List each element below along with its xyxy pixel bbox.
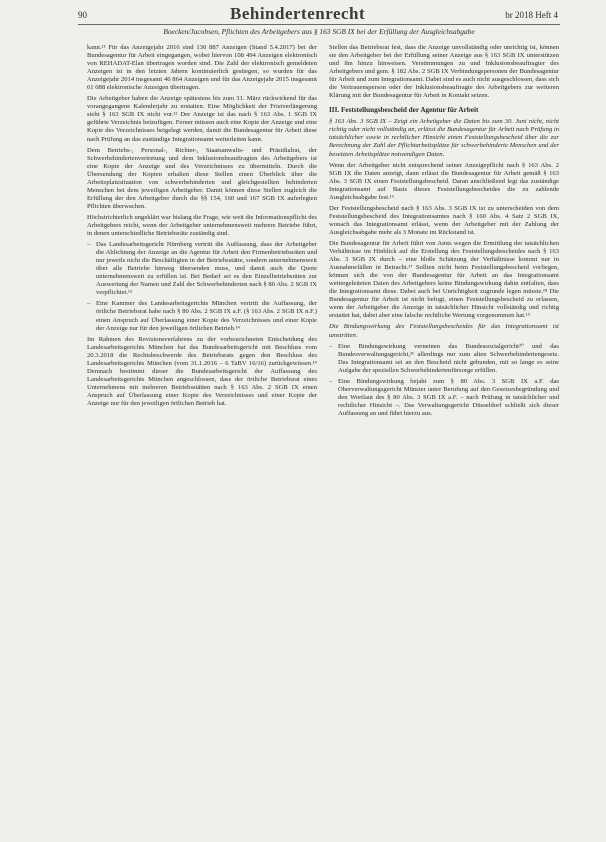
paragraph: Die Arbeitgeber haben die Anzeige spätestens bis zum 31. März rückwirkend für das vorangegangene Kalenderjahr zu erstatten. Eine Möglichkeit der Fristverlängerung sieht § 163 SGB IX nicht vor.¹² Der Anzeige ist das nach § 163 Abs. 1 SGB IX geführte Verzeichnis beizufügen. Ferner müssen auch eine Kopie der Anzeige und eine Kopie des Verzeichnisses beigelegt werden, damit die Bundesagentur für Arbeit diese nach Prüfung an das zuständige Integrationsamt weiterleiten kann.	[87, 95, 317, 143]
statute-quote: § 163 Abs. 3 SGB IX – Zeigt ein Arbeitgeber die Daten bis zum 30. Juni nicht, nicht richtig oder nicht vollständig an, erlässt die Bundesagentur für Arbeit nach Prüfung in tatsächlicher sowie in rechtlicher Hinsicht einen Feststellungsbescheid über die zur Berechnung der Zahl der Pflichtarbeitsplätze für schwerbehinderte Menschen und der besetzten Arbeitsplätze notwendigen Daten.	[329, 118, 559, 158]
list-item: – Eine Bindungswirkung verneinen das Bundessozialgericht²⁰ und das Bundesverwaltungsgericht,²¹ allerdings nur zum alten Schwerbehindertengesetz. Das Integrationsamt sei an den Bescheid nicht gebunden, mit so lange es seine Aufgabe der speziellen Schwerbehindertenfürsorge erfüllen.	[329, 343, 559, 375]
issue-label: br 2018 Heft 4	[505, 10, 558, 20]
running-title: Boecken/Jacobsen, Pflichten des Arbeitgebers aus § 163 SGB IX bei der Erfüllung der Ausgleichsabgabe	[163, 27, 475, 36]
paragraph: kann.¹¹ Für das Anzeigejahr 2016 sind 130 887 Anzeigen (Stand 5.4.2017) bei der Bundesagentur für Arbeit eingegangen, wobei hiervon 108 494 Anzeigen elektronisch von REHADAT-Elan übertragen worden sind. Die Zahl der elektronisch gemeldeten Anzeigen ist in den letzten Jahren kontinuierlich gestiegen, so wurden für das Anzeigejahr 2014 insgesamt 46 864 Anzeigen und für das Anzeigejahr 2015 insgesamt 61 088 elektronische Anzeigen übertragen.	[87, 44, 317, 92]
list-item: – Eine Kammer des Landesarbeitsgerichts München vertritt die Auffassung, der örtliche Betriebsrat habe nach § 80 Abs. 2 SGB IX a.F. (§ 163 Abs. 2 SGB IX n.F.) einen Anspruch auf Überlassung einer Kopie des Verzeichnisses und einer Kopie der Anzeige nur für den jeweiligen örtlichen Betrieb.¹⁴	[87, 300, 317, 332]
bullet-list	[87, 241, 317, 333]
paragraph: Höchstrichterlich ungeklärt war bislang die Frage, wie weit die Informationspflicht des Arbeitgebers reicht, wenn der Arbeitgeber unternehmensweit mehrere Betriebe führt, in denen unterschiedliche Betriebsräte zuständig sind.	[87, 213, 317, 238]
page-number: 90	[78, 10, 87, 20]
bullet-list	[329, 343, 559, 418]
paragraph: Der Feststellungsbescheid nach § 163 Abs. 3 SGB IX ist zu unterscheiden von dem Feststellungsbescheid des Integrationsamtes nach § 160 Abs. 4 Satz 2 SGB IX, wonach das Integrationsamt erlässt, wenn der Arbeitgeber mit der Zahlung der Ausgleichsabgabe mehr als 3 Monate im Rückstand ist.	[329, 204, 559, 236]
paragraph: Dem Betriebs-, Personal-, Richter-, Staatsanwalts- und Präsidialrat, der Schwerbehindertenvertretung und dem Inklusionsbeauftragten des Arbeitgebers ist eine Kopie der Anzeige und des Verzeichnisses zu übermitteln. Durch die Übersendung der Kopien erhalten diese Stellen einen Überblick über die Arbeitsplatzsituation von schwerbehinderten und gleichgestellten behinderten Menschen bei dem jeweiligen Arbeitgeber. Damit können diese Stellen zugleich die Erfüllung der den Arbeitgeber durch die §§ 154, 160 und 167 SGB IX auferlegten Pflichten überwachen.	[87, 146, 317, 210]
header-rule	[78, 24, 560, 25]
paragraph: Stellen das Betriebsrat fest, dass die Anzeige unvollständig oder unrichtig ist, können sie den Arbeitgeber bei der Erfüllung seiner Anzeige aus § 163 SGB IX unterstützen und ihn hinzu hinweisen. Verstimmungen zu und Inklusionsbeauftragter des Arbeitgebers und gem. § 182 Abs. 2 SGB IX Verbindungspersonen der Bundesagentur für Arbeit und zum Integrationsamt. Dabei sind es auch nicht ausgeschlossen, dass sich die Vertrauensperson oder der Inklusionsbeauftragte des Arbeitgebers zur weiteren Klärung mit der Bundesagentur für Arbeit in Kontakt setzen.	[329, 44, 559, 100]
journal-name: Behindertenrecht	[230, 4, 366, 23]
section-heading: III. Feststellungsbescheid der Agentur für Arbeit	[329, 106, 479, 115]
left-column	[87, 44, 317, 824]
paragraph: Die Bundesagentur für Arbeit führt von Amts wegen die Ermittlung der tatsächlichen Verhältnisse im Hinblick auf die Erstellung des Feststellungsbescheides nach § 163 Abs. 3 SGB IX durch – eine bloße Schätzung der Verhältnisse kommt nur in Ausnahmefällen in Betracht.¹⁷ Sollten nicht beim Feststellungsbescheid vorliegen, können sich die von der Bundesagentur für Arbeit an das Integrationsamt weitergeleiteten Daten des Arbeitgebers keine Bindungswirkung dahin entfalten, dass die Integrationsamt diese. Dabei auch bei Unrichtigkeit zugrunde legen müsste.¹⁸ Die Bundesagentur für Arbeit ist nicht befugt, einen Feststellungsbescheid zu erlassen, wenn der Arbeitgeber die Anzeige in tatsächlicher Hinsicht vollständig und richtig erstattet hat, dabei aber eine falsche rechtliche Wertung vorgenommen hat.¹⁹	[329, 239, 559, 320]
list-item: – Eine Bindungswirkung bejaht zum § 80 Abs. 3 SGB IX a.F. das Oberverwaltungsgericht Münster unter Berufung auf den Gesetzesbegründung und den Wortlaut des § 80 Abs. 3 SGB IX a.F. – nach Prüfung in tatsächlicher und rechtlicher Hinsicht –. Das Verwaltungsgericht Düsseldorf schließt sich dieser Auffassung an und führt hierzu aus.	[329, 378, 559, 418]
paragraph: Wenn der Arbeitgeber nicht entsprechend seiner Anzeigepflicht nach § 163 Abs. 2 SGB IX die Daten anzeigt, dann erlässt die Bundesagentur für Arbeit gemäß § 163 Abs. 3 SGB IX einen Feststellungsbescheid. Daran anschließend legt das zuständige Integrationsamt auf Basis dieses Feststellungsbescheides die zu zahlende Ausgleichsabgabe fest.¹⁶	[329, 161, 559, 201]
paragraph: Im Rahmen des Revisionsverfahrens zu der vorbezeichneten Entscheidung des Landesarbeitsgerichts München hat das Bundesarbeitsgericht mit Beschluss vom 20.3.2018 die Rechtsbeschwerde des Betriebsrats gegen den Beschluss des Landesarbeitsgerichts München (vom 31.1.2016 – 6 TaBV 16/16) zurückgewiesen.¹⁵ Demnach bestimmt dieser die Bundesarbeitsgericht der Auffassung des Landesarbeitsgerichts München angeschlossen, dass der örtliche Betriebsrat eines Unternehmens mit mehreren Betriebsstätten nach § 163 Abs. 2 SGB IX einen Anspruch auf Überlassung einer Kopie des Verzeichnisses und einer Kopie der Anzeige nur für den jeweiligen örtlichen Betrieb hat.	[87, 335, 317, 407]
list-item: – Das Landesarbeitsgericht Nürnberg vertritt die Auffassung, dass der Arbeitgeber die Ablichtung der Anzeige an die Agentur für Arbeit den Firmenbetriebsräten und nur jeweils nicht die Beschäftigten in der Betriebsstätte, sondern unternehmensweit über alle Betriebe hinweg übersenden muss, und damit auch die Quote unternehmensweit zu erfüllen ist. Bei Bedarf sei es den Einzelbetriebsräten zur Auswertung der Namen und Zahl der Schwerbehinderten nach § 80 Abs. 2 SGB IX verpflichtet.¹³	[87, 241, 317, 297]
right-column	[329, 44, 559, 824]
statute-quote: Die Bindungswirkung des Feststellungsbescheides für das Integrationsamt ist umstritten.	[329, 323, 559, 339]
